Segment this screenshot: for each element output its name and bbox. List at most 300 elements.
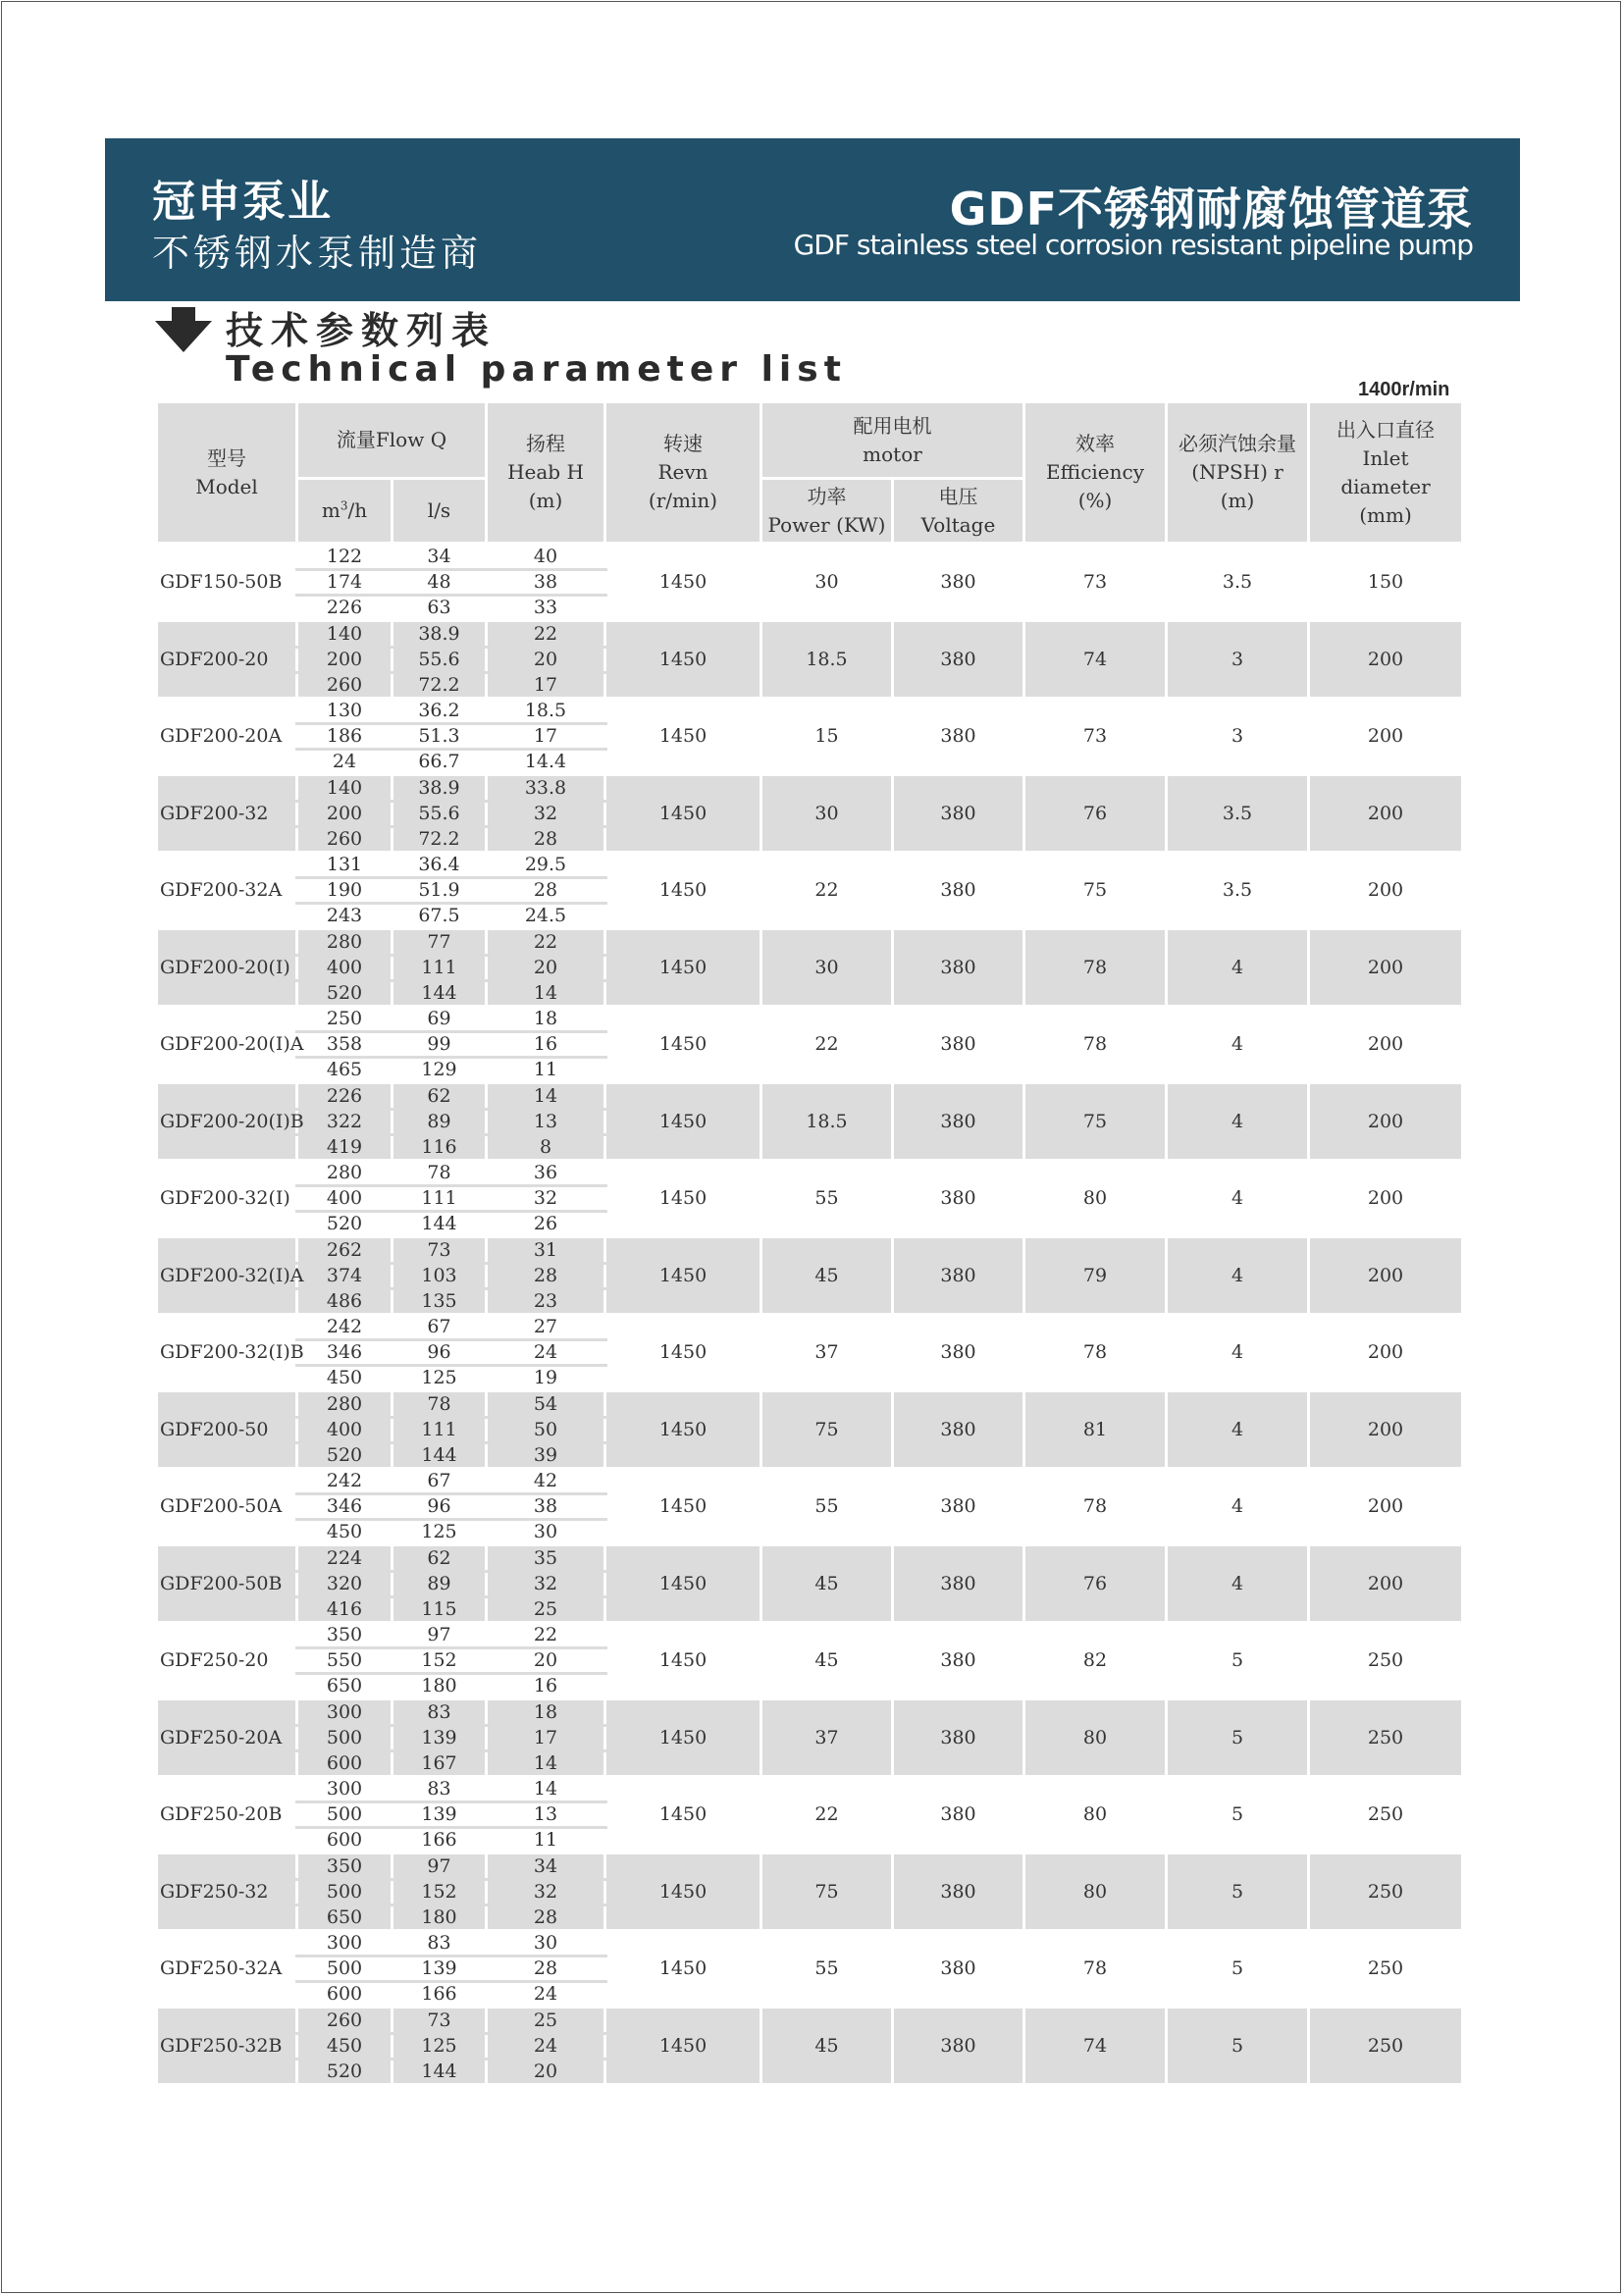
cell-inlet: 200 [1367, 956, 1404, 978]
cell-flow-ls: 139 [421, 1803, 457, 1825]
cell-head: 11 [533, 1059, 558, 1080]
table-row [158, 622, 1461, 697]
cell-flow-ls: 83 [427, 1778, 451, 1800]
header-head-cn: 扬程 [526, 432, 565, 455]
cell-flow-m3h: 24 [332, 751, 357, 772]
cell-model: GDF200-20(I) [160, 956, 290, 978]
header-inlet-en: Inlet [1362, 445, 1409, 470]
cell-flow-ls: 111 [421, 1187, 457, 1209]
cell-model: GDF150-50B [160, 571, 283, 593]
cell-voltage: 380 [940, 802, 976, 824]
cell-speed: 1450 [658, 2034, 707, 2057]
cell-speed: 1450 [658, 1187, 707, 1209]
cell-head: 26 [533, 1213, 558, 1234]
cell-efficiency: 78 [1082, 956, 1108, 978]
header-head-en: Heab H [507, 460, 584, 484]
cell-flow-m3h: 226 [326, 597, 363, 618]
cell-flow-m3h: 200 [326, 648, 363, 670]
cell-model: GDF200-20A [160, 725, 283, 747]
cell-inlet: 200 [1367, 725, 1404, 747]
table-row [158, 1469, 1461, 1543]
cell-head: 54 [533, 1392, 558, 1415]
cell-flow-m3h: 320 [326, 1572, 363, 1594]
cell-power: 37 [814, 1726, 839, 1748]
cell-efficiency: 79 [1082, 1264, 1108, 1286]
cell-npsh: 5 [1231, 2034, 1244, 2057]
cell-flow-ls: 129 [421, 1059, 457, 1080]
cell-flow-ls: 111 [421, 1418, 457, 1440]
header-speed-cn: 转速 [663, 432, 703, 455]
cell-speed: 1450 [658, 1341, 707, 1363]
cell-speed: 1450 [658, 802, 707, 824]
cell-inlet: 250 [1367, 1726, 1404, 1748]
cell-head: 31 [533, 1238, 558, 1261]
cell-npsh: 4 [1231, 1033, 1244, 1055]
cell-flow-ls: 83 [427, 1700, 451, 1723]
cell-head: 24 [533, 1983, 558, 2005]
cell-flow-m3h: 226 [326, 1084, 363, 1107]
cell-efficiency: 76 [1082, 1572, 1108, 1594]
cell-head: 13 [533, 1110, 558, 1132]
cell-speed: 1450 [658, 1033, 707, 1055]
cell-flow-m3h: 140 [326, 622, 363, 645]
cell-speed: 1450 [658, 1880, 707, 1903]
cell-efficiency: 80 [1082, 1726, 1108, 1748]
cell-flow-ls: 166 [421, 1983, 457, 2005]
cell-head: 42 [533, 1470, 558, 1491]
cell-flow-m3h: 358 [326, 1033, 363, 1055]
cell-efficiency: 75 [1082, 879, 1108, 901]
cell-inlet: 200 [1367, 1187, 1404, 1209]
cell-flow-ls: 96 [427, 1495, 451, 1517]
cell-model: GDF200-50B [160, 1572, 283, 1594]
cell-npsh: 3.5 [1222, 879, 1253, 901]
cell-head: 16 [533, 1675, 558, 1696]
cell-flow-m3h: 260 [326, 673, 363, 696]
cell-inlet: 250 [1367, 2034, 1404, 2057]
cell-head: 20 [533, 1649, 558, 1671]
header-inlet-cn: 出入口直径 [1336, 417, 1435, 442]
cell-speed: 1450 [658, 1726, 707, 1748]
cell-voltage: 380 [940, 956, 976, 978]
header-motor-en: motor [863, 442, 922, 466]
cell-flow-ls: 125 [421, 1521, 457, 1542]
cell-flow-ls: 66.7 [418, 751, 460, 772]
header-efficiency [1025, 403, 1165, 542]
cell-inlet: 250 [1367, 1649, 1404, 1671]
cell-voltage: 380 [940, 1418, 976, 1440]
header-inlet [1310, 403, 1461, 542]
cell-inlet: 200 [1367, 1110, 1404, 1132]
cell-head: 14 [533, 1084, 558, 1107]
table-row [158, 930, 1461, 1005]
header-inlet-en2: diameter [1340, 474, 1431, 498]
cell-head: 17 [533, 673, 558, 696]
cell-head: 18 [533, 1008, 558, 1029]
cell-flow-m3h: 465 [326, 1059, 363, 1080]
cell-flow-ls: 69 [427, 1008, 451, 1029]
cell-speed: 1450 [658, 1649, 707, 1671]
cell-head: 50 [533, 1418, 558, 1440]
table-row [158, 776, 1461, 851]
cell-flow-ls: 78 [427, 1392, 451, 1415]
cell-head: 38 [533, 1495, 558, 1517]
cell-head: 8 [539, 1135, 552, 1158]
cell-head: 29.5 [524, 854, 567, 875]
cell-flow-ls: 103 [421, 1264, 457, 1286]
cell-flow-ls: 36.2 [418, 700, 460, 721]
header-flow-ls [393, 480, 485, 542]
cell-head: 33.8 [524, 776, 567, 799]
cell-model: GDF250-32 [160, 1880, 269, 1903]
cell-flow-ls: 62 [427, 1084, 451, 1107]
cell-inlet: 200 [1367, 879, 1404, 901]
cell-head: 23 [533, 1289, 558, 1312]
cell-voltage: 380 [940, 1264, 976, 1286]
brand-name: 冠申泵业 [152, 177, 333, 227]
header-voltage [894, 480, 1022, 542]
cell-efficiency: 73 [1082, 725, 1108, 747]
cell-flow-ls: 99 [427, 1033, 451, 1055]
cell-power: 22 [814, 1803, 839, 1825]
cell-head: 18.5 [524, 700, 567, 721]
header-model-cn: 型号 [207, 445, 246, 470]
table-row [158, 1931, 1461, 2006]
cell-model: GDF200-50 [160, 1418, 269, 1440]
cell-head: 17 [533, 725, 558, 747]
cell-flow-m3h: 500 [326, 1957, 363, 1979]
cell-flow-ls: 62 [427, 1546, 451, 1569]
cell-efficiency: 78 [1082, 1033, 1108, 1055]
cell-voltage: 380 [940, 648, 976, 670]
cell-head: 28 [533, 1905, 558, 1928]
cell-flow-ls: 55.6 [418, 648, 460, 670]
cell-flow-m3h: 550 [326, 1649, 363, 1671]
cell-head: 39 [533, 1443, 558, 1466]
cell-flow-m3h: 250 [326, 1008, 363, 1029]
cell-flow-m3h: 600 [326, 1829, 363, 1851]
cell-flow-m3h: 450 [326, 2034, 363, 2057]
cell-flow-m3h: 300 [326, 1778, 363, 1800]
cell-flow-ls: 97 [427, 1854, 451, 1877]
cell-inlet: 150 [1367, 571, 1404, 593]
cell-inlet: 200 [1367, 1495, 1404, 1517]
cell-flow-m3h: 500 [326, 1880, 363, 1903]
cell-npsh: 4 [1231, 1495, 1244, 1517]
cell-flow-m3h: 260 [326, 827, 363, 850]
cell-head: 17 [533, 1726, 558, 1748]
product-title-cn: GDF不锈钢耐腐蚀管道泵 [949, 183, 1473, 235]
cell-npsh: 4 [1231, 956, 1244, 978]
cell-flow-ls: 115 [421, 1597, 457, 1620]
cell-power: 75 [814, 1880, 839, 1903]
cell-flow-ls: 67 [427, 1316, 451, 1337]
cell-efficiency: 80 [1082, 1880, 1108, 1903]
cell-inlet: 200 [1367, 1418, 1404, 1440]
cell-npsh: 3.5 [1222, 571, 1253, 593]
cell-flow-ls: 38.9 [418, 622, 460, 645]
cell-flow-ls: 89 [427, 1572, 451, 1594]
cell-flow-ls: 144 [421, 1443, 457, 1466]
header-inlet-unit: (mm) [1359, 502, 1412, 527]
cell-power: 45 [814, 1264, 839, 1286]
cell-flow-m3h: 174 [326, 571, 363, 593]
cell-npsh: 5 [1231, 1649, 1244, 1671]
cell-flow-m3h: 131 [326, 854, 363, 875]
cell-head: 22 [533, 1624, 558, 1645]
cell-flow-ls: 97 [427, 1624, 451, 1645]
cell-voltage: 380 [940, 1033, 976, 1055]
cell-npsh: 3 [1231, 648, 1244, 670]
cell-model: GDF250-20A [160, 1726, 283, 1748]
cell-head: 22 [533, 930, 558, 953]
cell-head: 14 [533, 981, 558, 1004]
header-motor-cn: 配用电机 [853, 413, 932, 438]
cell-flow-m3h: 280 [326, 930, 363, 953]
table-row [158, 699, 1461, 773]
cell-model: GDF200-32 [160, 802, 269, 824]
cell-flow-ls: 34 [427, 546, 451, 567]
cell-flow-ls: 180 [421, 1675, 457, 1696]
cell-flow-ls: 152 [421, 1880, 457, 1903]
cell-flow-m3h: 600 [326, 1751, 363, 1774]
header-eff-en: Efficiency [1045, 460, 1145, 484]
cell-flow-m3h: 520 [326, 1213, 363, 1234]
brand-subtitle: 不锈钢水泵制造商 [152, 232, 483, 275]
table-row [158, 1854, 1461, 1929]
cell-inlet: 200 [1367, 648, 1404, 670]
cell-flow-ls: 51.9 [418, 879, 460, 901]
cell-efficiency: 75 [1082, 1110, 1108, 1132]
cell-flow-ls: 135 [421, 1289, 457, 1312]
cell-power: 55 [814, 1957, 839, 1979]
cell-speed: 1450 [658, 648, 707, 670]
cell-flow-m3h: 486 [326, 1289, 363, 1312]
cell-flow-m3h: 280 [326, 1392, 363, 1415]
cell-flow-m3h: 200 [326, 802, 363, 824]
header-motor [762, 403, 1022, 477]
cell-flow-m3h: 400 [326, 1187, 363, 1209]
cell-efficiency: 80 [1082, 1187, 1108, 1209]
cell-head: 32 [533, 1187, 558, 1209]
cell-flow-m3h: 130 [326, 700, 363, 721]
cell-head: 38 [533, 571, 558, 593]
cell-flow-m3h: 416 [326, 1597, 363, 1620]
cell-npsh: 5 [1231, 1957, 1244, 1979]
cell-flow-m3h: 450 [326, 1367, 363, 1388]
cell-flow-ls: 144 [421, 981, 457, 1004]
cell-head: 14.4 [524, 751, 567, 772]
table-row [158, 545, 1461, 619]
cell-head: 24.5 [524, 905, 567, 926]
cell-flow-m3h: 419 [326, 1135, 363, 1158]
cell-efficiency: 78 [1082, 1957, 1108, 1979]
cell-npsh: 4 [1231, 1572, 1244, 1594]
cell-flow-m3h: 280 [326, 1162, 363, 1183]
header-npsh [1168, 403, 1307, 542]
cell-voltage: 380 [940, 571, 976, 593]
cell-voltage: 380 [940, 879, 976, 901]
cell-speed: 1450 [658, 879, 707, 901]
cell-flow-m3h: 520 [326, 1443, 363, 1466]
cell-head: 24 [533, 1341, 558, 1363]
cell-speed: 1450 [658, 1418, 707, 1440]
cell-power: 15 [814, 725, 839, 747]
cell-speed: 1450 [658, 725, 707, 747]
header-eff-unit: (%) [1077, 489, 1113, 512]
cell-flow-ls: 67.5 [418, 905, 460, 926]
cell-flow-m3h: 400 [326, 956, 363, 978]
header-power-en: Power (KW) [767, 512, 886, 537]
cell-npsh: 4 [1231, 1418, 1244, 1440]
cell-voltage: 380 [940, 1803, 976, 1825]
cell-flow-ls: 152 [421, 1649, 457, 1671]
header-npsh-unit: (m) [1220, 489, 1255, 512]
header-flow-m3h-unit: $m^3/h$ [321, 498, 368, 522]
cell-flow-m3h: 224 [326, 1546, 363, 1569]
cell-speed: 1450 [658, 1572, 707, 1594]
cell-voltage: 380 [940, 1880, 976, 1903]
cell-flow-m3h: 500 [326, 1726, 363, 1748]
cell-flow-ls: 144 [421, 2060, 457, 2082]
cell-head: 30 [533, 1932, 558, 1954]
cell-flow-m3h: 350 [326, 1624, 363, 1645]
table-row [158, 1084, 1461, 1159]
cell-speed: 1450 [658, 1495, 707, 1517]
cell-voltage: 380 [940, 1110, 976, 1132]
cell-flow-ls: 48 [427, 571, 451, 593]
cell-flow-ls: 73 [427, 2009, 451, 2031]
down-arrow-icon [155, 307, 212, 352]
cell-inlet: 200 [1367, 1033, 1404, 1055]
cell-flow-ls: 38.9 [418, 776, 460, 799]
table-row [158, 1392, 1461, 1467]
cell-flow-ls: 167 [421, 1751, 457, 1774]
cell-head: 30 [533, 1521, 558, 1542]
cell-flow-m3h: 650 [326, 1675, 363, 1696]
cell-power: 45 [814, 1572, 839, 1594]
cell-head: 35 [533, 1546, 558, 1569]
cell-flow-ls: 139 [421, 1726, 457, 1748]
cell-efficiency: 78 [1082, 1495, 1108, 1517]
table-row [158, 2009, 1461, 2083]
cell-flow-m3h: 650 [326, 1905, 363, 1928]
cell-head: 36 [533, 1162, 558, 1183]
table-row [158, 1546, 1461, 1621]
cell-flow-ls: 55.6 [418, 802, 460, 824]
header-model-en: Model [195, 474, 258, 498]
cell-flow-m3h: 450 [326, 1521, 363, 1542]
cell-flow-ls: 125 [421, 1367, 457, 1388]
cell-model: GDF200-20 [160, 648, 269, 670]
cell-voltage: 380 [940, 1957, 976, 1979]
table-row [158, 1238, 1461, 1313]
cell-model: GDF250-20 [160, 1649, 269, 1671]
cell-power: 55 [814, 1187, 839, 1209]
cell-head: 20 [533, 956, 558, 978]
cell-flow-m3h: 374 [326, 1264, 363, 1286]
cell-flow-m3h: 262 [326, 1238, 363, 1261]
cell-flow-ls: 72.2 [418, 673, 460, 696]
cell-model: GDF200-32(I)B [160, 1341, 304, 1363]
cell-head: 32 [533, 802, 558, 824]
cell-efficiency: 80 [1082, 1803, 1108, 1825]
cell-inlet: 200 [1367, 1264, 1404, 1286]
cell-efficiency: 81 [1082, 1418, 1108, 1440]
cell-voltage: 380 [940, 1187, 976, 1209]
cell-flow-ls: 51.3 [418, 725, 460, 747]
cell-flow-ls: 72.2 [418, 827, 460, 850]
cell-flow-ls: 139 [421, 1957, 457, 1979]
header-flow-label: 流量Flow Q [336, 428, 447, 451]
cell-model: GDF250-32B [160, 2034, 283, 2057]
cell-flow-m3h: 322 [326, 1110, 363, 1132]
cell-flow-ls: 89 [427, 1110, 451, 1132]
cell-npsh: 4 [1231, 1110, 1244, 1132]
product-title-en: GDF stainless steel corrosion resistant pipeline pump [793, 229, 1473, 261]
cell-head: 20 [533, 2060, 558, 2082]
cell-head: 28 [533, 827, 558, 850]
table-row [158, 1161, 1461, 1235]
header-head [488, 403, 603, 542]
cell-model: GDF200-50A [160, 1495, 283, 1517]
cell-flow-ls: 144 [421, 1213, 457, 1234]
cell-voltage: 380 [940, 1341, 976, 1363]
header-flow [298, 403, 485, 477]
cell-flow-ls: 166 [421, 1829, 457, 1851]
cell-model: GDF250-20B [160, 1803, 283, 1825]
header-voltage-en: Voltage [920, 512, 996, 537]
section-title-en: Technical parameter list [226, 349, 847, 390]
cell-head: 32 [533, 1572, 558, 1594]
cell-efficiency: 74 [1082, 648, 1108, 670]
cell-head: 25 [533, 2009, 558, 2031]
table-row [158, 853, 1461, 927]
cell-voltage: 380 [940, 1495, 976, 1517]
cell-power: 55 [814, 1495, 839, 1517]
cell-voltage: 380 [940, 2034, 976, 2057]
cell-efficiency: 74 [1082, 2034, 1108, 2057]
cell-speed: 1450 [658, 1957, 707, 1979]
cell-flow-m3h: 600 [326, 1983, 363, 2005]
header-npsh-cn: 必须汽蚀余量 [1179, 432, 1296, 455]
header-banner [105, 138, 1520, 301]
cell-flow-m3h: 520 [326, 2060, 363, 2082]
cell-inlet: 250 [1367, 1957, 1404, 1979]
cell-flow-m3h: 190 [326, 879, 363, 901]
cell-power: 45 [814, 2034, 839, 2057]
cell-flow-m3h: 346 [326, 1341, 363, 1363]
cell-model: GDF200-20(I)B [160, 1110, 304, 1132]
header-npsh-en: (NPSH) r [1191, 460, 1283, 484]
header-power-cn: 功率 [807, 484, 847, 508]
cell-flow-m3h: 350 [326, 1854, 363, 1877]
header-model [158, 403, 295, 542]
cell-power: 37 [814, 1341, 839, 1363]
cell-voltage: 380 [940, 1726, 976, 1748]
cell-inlet: 200 [1367, 1572, 1404, 1594]
header-power [762, 480, 891, 542]
cell-voltage: 380 [940, 1649, 976, 1671]
cell-efficiency: 76 [1082, 802, 1108, 824]
cell-inlet: 200 [1367, 1341, 1404, 1363]
cell-flow-m3h: 242 [326, 1470, 363, 1491]
cell-model: GDF200-32A [160, 879, 283, 901]
cell-head: 27 [533, 1316, 558, 1337]
cell-flow-ls: 67 [427, 1470, 451, 1491]
cell-head: 28 [533, 1264, 558, 1286]
cell-speed: 1450 [658, 1110, 707, 1132]
